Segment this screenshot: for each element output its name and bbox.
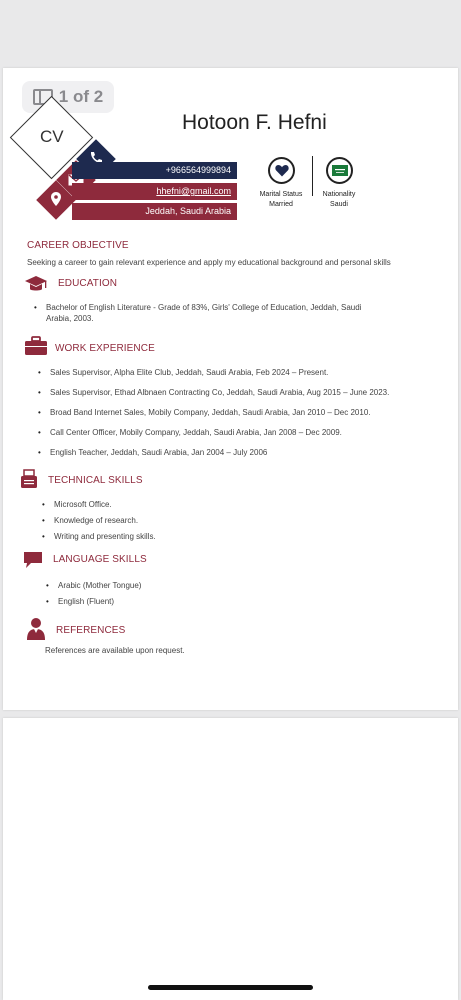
- address: Jeddah, Saudi Arabia: [72, 203, 237, 220]
- heart-icon: [275, 164, 289, 177]
- language-item: • Arabic (Mother Tongue): [58, 581, 141, 590]
- work-item: • Call Center Officer, Mobily Company, Jeddah, Saudi Arabia, Jan 2008 – Dec 2009.: [50, 428, 342, 437]
- references-text: References are available upon request.: [45, 646, 185, 655]
- language-item: • English (Fluent): [58, 597, 114, 606]
- nationality-value: Saudi: [330, 201, 348, 208]
- cv-label: CV: [40, 127, 64, 146]
- technical-skill-item: • Microsoft Office.: [54, 500, 112, 509]
- phone-number: +966564999894: [72, 162, 237, 179]
- work-item: • English Teacher, Jeddah, Saudi Arabia, Jan 2004 – July 2006: [50, 448, 267, 457]
- education-item-continued: Arabia, 2003.: [46, 314, 94, 323]
- speech-bubble-icon: [23, 551, 43, 569]
- email-text[interactable]: hhefni@gmail.com: [156, 186, 231, 196]
- marital-status-icon: [268, 157, 295, 184]
- typewriter-icon: [20, 469, 38, 489]
- work-item: • Sales Supervisor, Ethad Albnaen Contracting Co, Jeddah, Saudi Arabia, Aug 2015 – June 2023.: [50, 388, 389, 397]
- candidate-name: Hotoon F. Hefni: [182, 111, 327, 134]
- graduation-cap-icon: [24, 274, 48, 294]
- page-indicator[interactable]: [22, 81, 114, 113]
- nationality-label: Nationality: [322, 191, 356, 198]
- person-icon: [26, 617, 46, 641]
- language-skills-title: LANGUAGE SKILLS: [53, 554, 147, 565]
- technical-skill-item: • Writing and presenting skills.: [54, 532, 156, 541]
- career-objective-text: Seeking a career to gain relevant experience and apply my educational background and personal skills: [27, 258, 391, 267]
- work-item: • Broad Band Internet Sales, Mobily Company, Jeddah, Saudi Arabia, Jan 2010 – Dec 2010.: [50, 408, 371, 417]
- document-page-2: [3, 718, 458, 1000]
- career-objective-title: CAREER OBJECTIVE: [27, 240, 129, 251]
- technical-skill-item: • Knowledge of research.: [54, 516, 138, 525]
- education-item: • Bachelor of English Literature - Grade of 83%, Girls' College of Education, Jeddah, Saudi: [46, 303, 361, 312]
- work-item: • Sales Supervisor, Alpha Elite Club, Jeddah, Saudi Arabia, Feb 2024 – Present.: [50, 368, 328, 377]
- saudi-flag-icon: [332, 165, 348, 176]
- location-pin-icon: [51, 192, 61, 206]
- references-title: REFERENCES: [56, 625, 126, 636]
- home-indicator[interactable]: [148, 985, 313, 990]
- marital-status-label: Marital Status: [259, 191, 303, 198]
- education-title: EDUCATION: [58, 278, 118, 289]
- briefcase-icon: [24, 336, 48, 356]
- technical-skills-title: TECHNICAL SKILLS: [48, 475, 143, 486]
- marital-status-value: Married: [269, 201, 293, 208]
- info-divider: [312, 156, 313, 196]
- nationality-icon: [326, 157, 353, 184]
- work-experience-title: WORK EXPERIENCE: [55, 343, 155, 354]
- email-link[interactable]: [72, 183, 237, 200]
- page-indicator-label: 1 of 2: [58, 87, 104, 106]
